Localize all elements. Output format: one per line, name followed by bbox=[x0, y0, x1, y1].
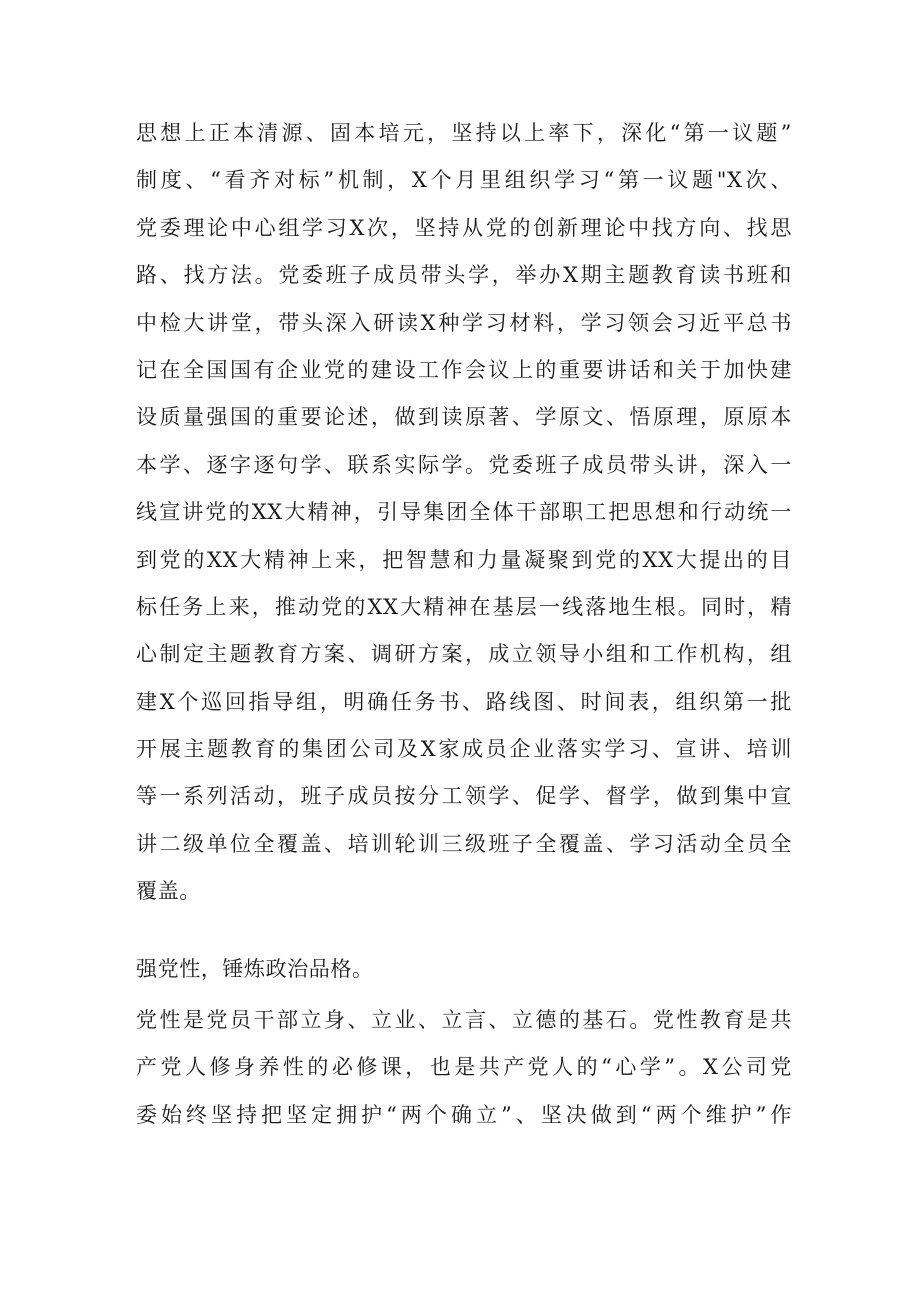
paragraph-line: 党性是党员干部立身、立业、立言、立德的基石。党性教育是共 bbox=[136, 1008, 792, 1032]
paragraph-line: 讲二级单位全覆盖、培训轮训三级班子全覆盖、学习活动全员全 bbox=[136, 831, 792, 856]
paragraph-line: 制度、“看齐对标”机制，X个月里组织学习“第一议题"X次、 bbox=[136, 168, 792, 193]
paragraph-line: 等一系列活动，班子成员按分工领学、促学、督学，做到集中宣 bbox=[136, 784, 792, 809]
paragraph-line: 到党的XX大精神上来，把智慧和力量凝聚到党的XX大提出的目 bbox=[136, 547, 792, 572]
body-paragraph-party-spirit bbox=[136, 997, 792, 1139]
paragraph-line: 本学、逐字逐句学、联系实际学。党委班子成员带头讲，深入一 bbox=[136, 452, 792, 477]
paragraph-line: 委始终坚持把坚定拥护“两个确立”、坚决做到“两个维护”作 bbox=[136, 1102, 792, 1127]
paragraph-line: 路、找方法。党委班子成员带头学，举办X期主题教育读书班和 bbox=[136, 263, 792, 288]
paragraph-line: 中检大讲堂，带头深入研读X种学习材料，学习领会习近平总书 bbox=[136, 310, 792, 335]
paragraph-line: 党委理论中心组学习X次，坚持从党的创新理论中找方向、找思 bbox=[136, 215, 792, 240]
section-heading-party-spirit bbox=[136, 946, 792, 993]
paragraph-line: 记在全国国有企业党的建设工作会议上的重要讲话和关于加快建 bbox=[136, 357, 792, 382]
paragraph-line: 标任务上来，推动党的XX大精神在基层一线落地生根。同时，精 bbox=[136, 594, 792, 619]
paragraph-line: 开展主题教育的集团公司及X家成员企业落实学习、宣讲、培训 bbox=[136, 737, 792, 762]
body-paragraph-study bbox=[136, 110, 792, 916]
heading-line: 强党性，锤炼政治品格。 bbox=[136, 957, 374, 981]
paragraph-line: 思想上正本清源、固本培元，坚持以上率下，深化“第一议题” bbox=[136, 121, 792, 145]
paragraph-line: 线宣讲党的XX大精神，引导集团全体干部职工把思想和行动统一 bbox=[136, 500, 792, 525]
paragraph-line: 心制定主题教育方案、调研方案，成立领导小组和工作机构，组 bbox=[136, 642, 792, 667]
paragraph-line: 建X个巡回指导组，明确任务书、路线图、时间表，组织第一批 bbox=[136, 689, 792, 714]
paragraph-line: 产党人修身养性的必修课，也是共产党人的“心学”。X公司党 bbox=[136, 1055, 792, 1080]
paragraph-line: 覆盖。 bbox=[136, 879, 201, 904]
paragraph-line: 设质量强国的重要论述，做到读原著、学原文、悟原理，原原本 bbox=[136, 405, 792, 430]
